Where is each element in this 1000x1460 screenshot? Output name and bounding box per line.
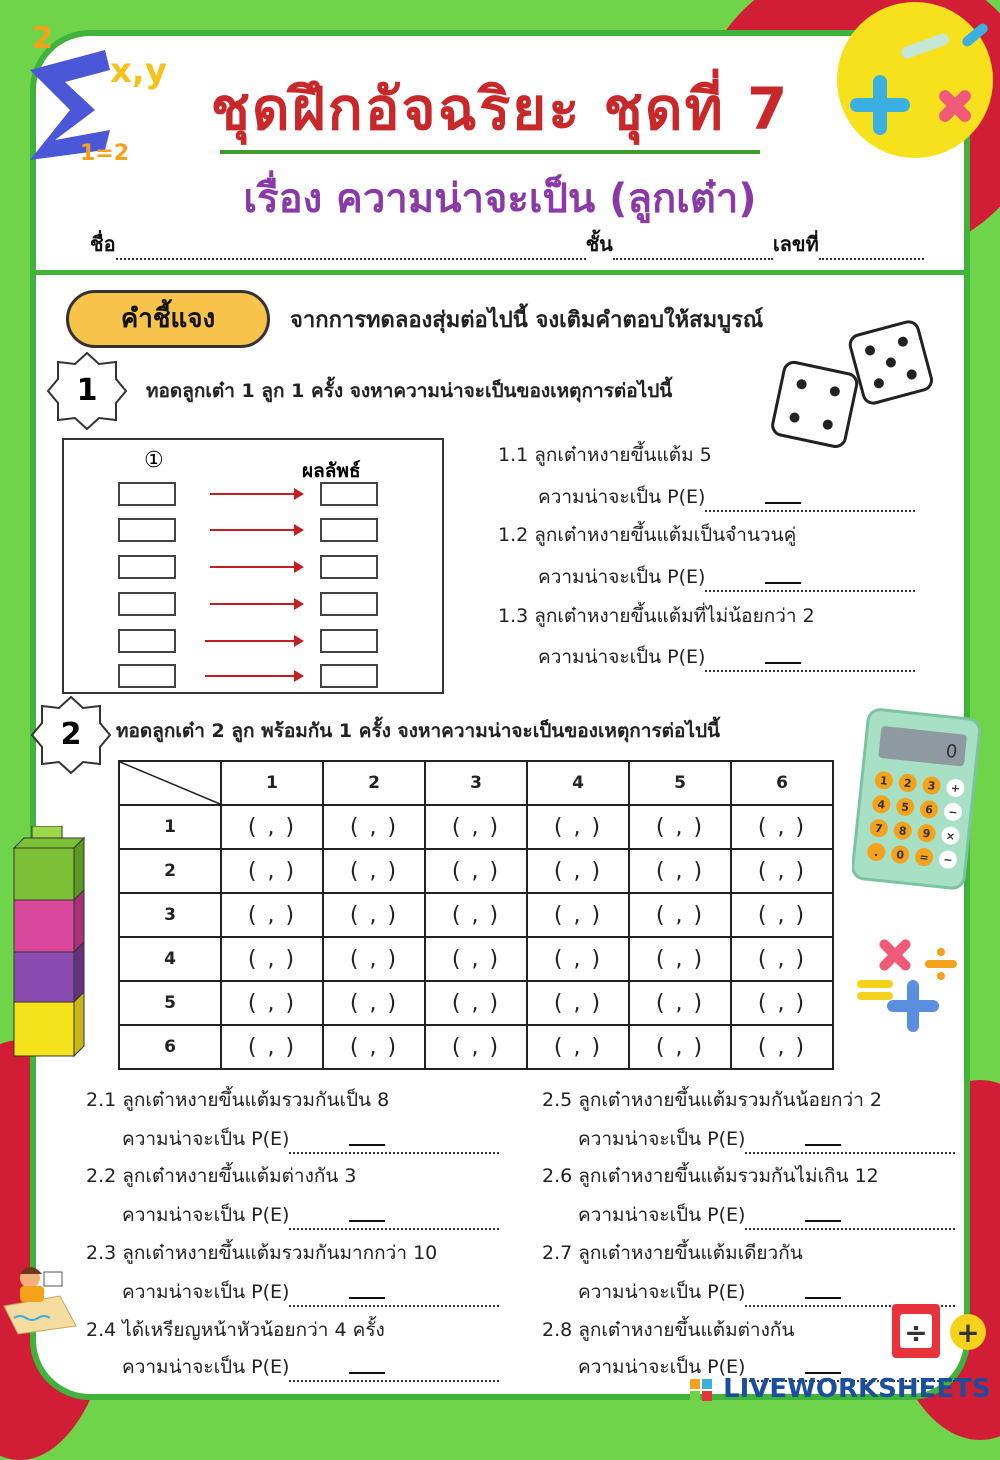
table-row bbox=[119, 1025, 833, 1069]
pair-cell[interactable]: ( , ) bbox=[221, 1025, 323, 1069]
answer-line-2-5[interactable] bbox=[578, 1124, 955, 1154]
page-title: ชุดฝึกอัจฉริยะ ชุดที่ 7 bbox=[210, 75, 790, 143]
pair-cell[interactable]: ( , ) bbox=[527, 805, 629, 849]
pair-cell[interactable]: ( , ) bbox=[425, 981, 527, 1025]
outcome-input-right[interactable] bbox=[320, 592, 378, 616]
formula-equation: 1=2 bbox=[80, 141, 130, 166]
pair-cell[interactable]: ( , ) bbox=[629, 937, 731, 981]
arrow-icon bbox=[210, 493, 302, 495]
table-row bbox=[119, 849, 833, 893]
question-1-2: 1.2 ลูกเต๋าหงายขึ้นแต้มเป็นจำนวนคู่ bbox=[498, 524, 797, 546]
answer-field[interactable] bbox=[745, 1212, 955, 1230]
formula-superscript: 2 bbox=[32, 21, 53, 56]
table-corner-cell bbox=[119, 761, 221, 805]
answer-field[interactable] bbox=[745, 1136, 955, 1154]
answer-field[interactable] bbox=[289, 1136, 499, 1154]
brand-name: LIVEWORKSHEETS bbox=[723, 1374, 991, 1404]
answer-field[interactable] bbox=[705, 494, 915, 512]
pair-cell[interactable]: ( , ) bbox=[731, 937, 833, 981]
answer-line-2-4[interactable] bbox=[122, 1352, 499, 1382]
pair-cell[interactable]: ( , ) bbox=[731, 849, 833, 893]
question-1-3: 1.3 ลูกเต๋าหงายขึ้นแต้มที่ไม่น้อยกว่า 2 bbox=[498, 605, 815, 627]
header-divider bbox=[30, 270, 970, 275]
liveworksheets-logo-icon bbox=[690, 1377, 714, 1401]
answer-line-2-1[interactable] bbox=[122, 1124, 499, 1154]
pair-cell[interactable]: ( , ) bbox=[731, 981, 833, 1025]
dice-icon bbox=[765, 318, 945, 458]
pair-cell[interactable]: ( , ) bbox=[527, 981, 629, 1025]
row-header: 2 bbox=[119, 849, 221, 893]
pair-cell[interactable]: ( , ) bbox=[323, 849, 425, 893]
math-operators-icon bbox=[855, 928, 965, 1033]
calculator-key-label: 4 bbox=[876, 797, 886, 812]
pair-cell[interactable]: ( , ) bbox=[629, 805, 731, 849]
pair-cell[interactable]: ( , ) bbox=[425, 849, 527, 893]
row-header: 3 bbox=[119, 893, 221, 937]
pair-cell[interactable]: ( , ) bbox=[527, 1025, 629, 1069]
student-info-line bbox=[90, 228, 924, 260]
pair-cell[interactable]: ( , ) bbox=[731, 1025, 833, 1069]
calculator-icon bbox=[852, 708, 982, 893]
question-2-6: 2.6 ลูกเต๋าหงายขึ้นแต้มรวมกันไม่เกิน 12 bbox=[542, 1165, 879, 1187]
pair-cell[interactable]: ( , ) bbox=[425, 1025, 527, 1069]
outcome-input-left[interactable] bbox=[118, 592, 176, 616]
calculator-key-label: 2 bbox=[903, 776, 913, 791]
column-header: 6 bbox=[731, 761, 833, 805]
arrow-icon bbox=[210, 566, 302, 568]
table-row bbox=[119, 893, 833, 937]
pair-cell[interactable]: ( , ) bbox=[629, 849, 731, 893]
sample-label: ① bbox=[144, 448, 164, 473]
row-header: 1 bbox=[119, 805, 221, 849]
row-header: 6 bbox=[119, 1025, 221, 1069]
arrow-icon bbox=[210, 529, 302, 531]
pair-cell[interactable]: ( , ) bbox=[221, 893, 323, 937]
pair-cell[interactable]: ( , ) bbox=[731, 805, 833, 849]
table-row bbox=[119, 981, 833, 1025]
outcome-input-right[interactable] bbox=[320, 664, 378, 688]
probability-label: ความน่าจะเป็น P(E) bbox=[578, 1281, 746, 1303]
calculator-key-label: = bbox=[918, 850, 930, 865]
question-2-5: 2.5 ลูกเต๋าหงายขึ้นแต้มรวมกันน้อยกว่า 2 bbox=[542, 1089, 882, 1111]
reading-child-icon bbox=[0, 1256, 80, 1336]
result-label: ผลลัพธ์ bbox=[302, 460, 361, 482]
outcome-input-left[interactable] bbox=[118, 664, 176, 688]
pair-cell[interactable]: ( , ) bbox=[527, 849, 629, 893]
question-2-4: 2.4 ได้เหรียญหน้าหัวน้อยกว่า 4 ครั้ง bbox=[86, 1319, 385, 1341]
outcome-input-left[interactable] bbox=[118, 555, 176, 579]
pair-cell[interactable]: ( , ) bbox=[527, 937, 629, 981]
calculator-key-label: 7 bbox=[874, 821, 884, 836]
title-underline bbox=[220, 150, 760, 154]
answer-line-1-2[interactable] bbox=[538, 562, 915, 592]
calculator-key-label: 1 bbox=[879, 774, 889, 788]
liveworksheets-logo[interactable] bbox=[690, 1374, 991, 1404]
section-2-prompt: ทอดลูกเต๋า 2 ลูก พร้อมกัน 1 ครั้ง จงหาความน่าจะเป็นของเหตุการต่อไปนี้ bbox=[116, 720, 721, 742]
arrow-icon bbox=[205, 640, 302, 642]
table-header-row bbox=[119, 761, 833, 805]
pair-cell[interactable]: ( , ) bbox=[425, 805, 527, 849]
outcome-input-right[interactable] bbox=[320, 629, 378, 653]
class-label: ชั้น bbox=[585, 232, 613, 256]
name-field[interactable] bbox=[116, 240, 586, 260]
question-2-1: 2.1 ลูกเต๋าหงายขึ้นแต้มรวมกันเป็น 8 bbox=[86, 1089, 390, 1111]
pair-cell[interactable]: ( , ) bbox=[323, 805, 425, 849]
calculator-display: 0 bbox=[944, 740, 959, 763]
pair-cell[interactable]: ( , ) bbox=[221, 981, 323, 1025]
pair-cell[interactable]: ( , ) bbox=[527, 893, 629, 937]
answer-field[interactable] bbox=[289, 1364, 499, 1382]
stacked-blocks-icon bbox=[8, 826, 88, 1060]
table-row bbox=[119, 937, 833, 981]
dice-outcome-table bbox=[118, 760, 834, 1070]
answer-line-1-1[interactable] bbox=[538, 482, 915, 512]
question-2-8: 2.8 ลูกเต๋าหงายขึ้นแต้มต่างกัน bbox=[542, 1319, 795, 1341]
column-header: 5 bbox=[629, 761, 731, 805]
answer-field[interactable] bbox=[289, 1212, 499, 1230]
probability-label: ความน่าจะเป็น P(E) bbox=[578, 1356, 746, 1378]
column-header: 4 bbox=[527, 761, 629, 805]
plus-symbol: + bbox=[956, 1316, 980, 1349]
question-2-2: 2.2 ลูกเต๋าหงายขึ้นแต้มต่างกัน 3 bbox=[86, 1165, 357, 1187]
section-2-number: 2 bbox=[60, 717, 82, 752]
probability-label: ความน่าจะเป็น P(E) bbox=[122, 1204, 290, 1226]
calculator-key-label: + bbox=[950, 781, 961, 796]
calculator-key-label: 8 bbox=[898, 824, 908, 839]
probability-label: ความน่าจะเป็น P(E) bbox=[578, 1128, 746, 1150]
number-field[interactable] bbox=[819, 240, 924, 260]
outcome-input-right[interactable] bbox=[320, 482, 378, 506]
answer-field[interactable] bbox=[705, 574, 915, 592]
pair-cell[interactable]: ( , ) bbox=[323, 937, 425, 981]
probability-label: ความน่าจะเป็น P(E) bbox=[578, 1204, 746, 1226]
pair-cell[interactable]: ( , ) bbox=[323, 893, 425, 937]
outcome-input-right[interactable] bbox=[320, 555, 378, 579]
calculator-key-label: − bbox=[947, 805, 959, 820]
calculator-key-label: × bbox=[945, 829, 956, 844]
pair-cell[interactable]: ( , ) bbox=[221, 937, 323, 981]
pair-cell[interactable]: ( , ) bbox=[221, 805, 323, 849]
calculator-key-label: 3 bbox=[927, 779, 937, 793]
pair-cell[interactable]: ( , ) bbox=[323, 981, 425, 1025]
answer-line-2-3[interactable] bbox=[122, 1277, 499, 1307]
page-subtitle: เรื่อง ความน่าจะเป็น (ลูกเต๋า) bbox=[243, 176, 757, 222]
column-header: 2 bbox=[323, 761, 425, 805]
question-1-1: 1.1 ลูกเต๋าหงายขึ้นแต้ม 5 bbox=[498, 444, 712, 466]
answer-field[interactable] bbox=[289, 1289, 499, 1307]
probability-label: ความน่าจะเป็น P(E) bbox=[122, 1128, 290, 1150]
answer-field[interactable] bbox=[705, 654, 915, 672]
outcome-input-left[interactable] bbox=[118, 518, 176, 542]
calculator-key-label: − bbox=[942, 853, 954, 868]
pair-cell[interactable]: ( , ) bbox=[629, 893, 731, 937]
instructions-label: คำชี้แจง bbox=[66, 290, 270, 348]
column-header: 3 bbox=[425, 761, 527, 805]
row-header: 4 bbox=[119, 937, 221, 981]
question-2-7: 2.7 ลูกเต๋าหงายขึ้นแต้มเดียวกัน bbox=[542, 1242, 803, 1264]
pair-cell[interactable]: ( , ) bbox=[731, 893, 833, 937]
outcome-input-right[interactable] bbox=[320, 518, 378, 542]
section-1-prompt: ทอดลูกเต๋า 1 ลูก 1 ครั้ง จงหาความน่าจะเป็นของเหตุการต่อไปนี้ bbox=[146, 380, 673, 402]
probability-label: ความน่าจะเป็น P(E) bbox=[538, 486, 706, 508]
division-symbol: ÷ bbox=[904, 1316, 928, 1349]
probability-label: ความน่าจะเป็น P(E) bbox=[122, 1281, 290, 1303]
calculator-key-label: . bbox=[873, 845, 880, 860]
section-1-number: 1 bbox=[76, 373, 98, 408]
pair-cell[interactable]: ( , ) bbox=[323, 1025, 425, 1069]
pair-cell[interactable]: ( , ) bbox=[425, 937, 527, 981]
calculator-key-label: 5 bbox=[900, 800, 910, 815]
pair-cell[interactable]: ( , ) bbox=[425, 893, 527, 937]
outcome-input-left[interactable] bbox=[118, 629, 176, 653]
row-header: 5 bbox=[119, 981, 221, 1025]
answer-line-1-3[interactable] bbox=[538, 642, 915, 672]
answer-line-2-2[interactable] bbox=[122, 1200, 499, 1230]
probability-label: ความน่าจะเป็น P(E) bbox=[122, 1356, 290, 1378]
probability-label: ความน่าจะเป็น P(E) bbox=[538, 566, 706, 588]
question-2-3: 2.3 ลูกเต๋าหงายขึ้นแต้มรวมกันมากกว่า 10 bbox=[86, 1242, 438, 1264]
pair-cell[interactable]: ( , ) bbox=[629, 981, 731, 1025]
formula-xy: x,y bbox=[110, 51, 168, 91]
name-label: ชื่อ bbox=[90, 232, 116, 256]
class-field[interactable] bbox=[613, 240, 773, 260]
pair-cell[interactable]: ( , ) bbox=[629, 1025, 731, 1069]
instructions-text: จากการทดลองสุ่มต่อไปนี้ จงเติมคำตอบให้สมบูรณ์ bbox=[290, 308, 764, 333]
outcome-input-left[interactable] bbox=[118, 482, 176, 506]
number-label: เลขที่ bbox=[772, 232, 819, 256]
arrow-icon bbox=[210, 603, 302, 605]
column-header: 1 bbox=[221, 761, 323, 805]
answer-line-2-6[interactable] bbox=[578, 1200, 955, 1230]
calculator-key-label: 6 bbox=[924, 802, 934, 817]
probability-label: ความน่าจะเป็น P(E) bbox=[538, 646, 706, 668]
table-row bbox=[119, 805, 833, 849]
arrow-icon bbox=[205, 675, 302, 677]
calculator-key-label: 0 bbox=[895, 848, 905, 862]
calculator-key-label: 9 bbox=[922, 826, 932, 841]
pair-cell[interactable]: ( , ) bbox=[221, 849, 323, 893]
operator-blocks-icon bbox=[888, 1296, 992, 1376]
